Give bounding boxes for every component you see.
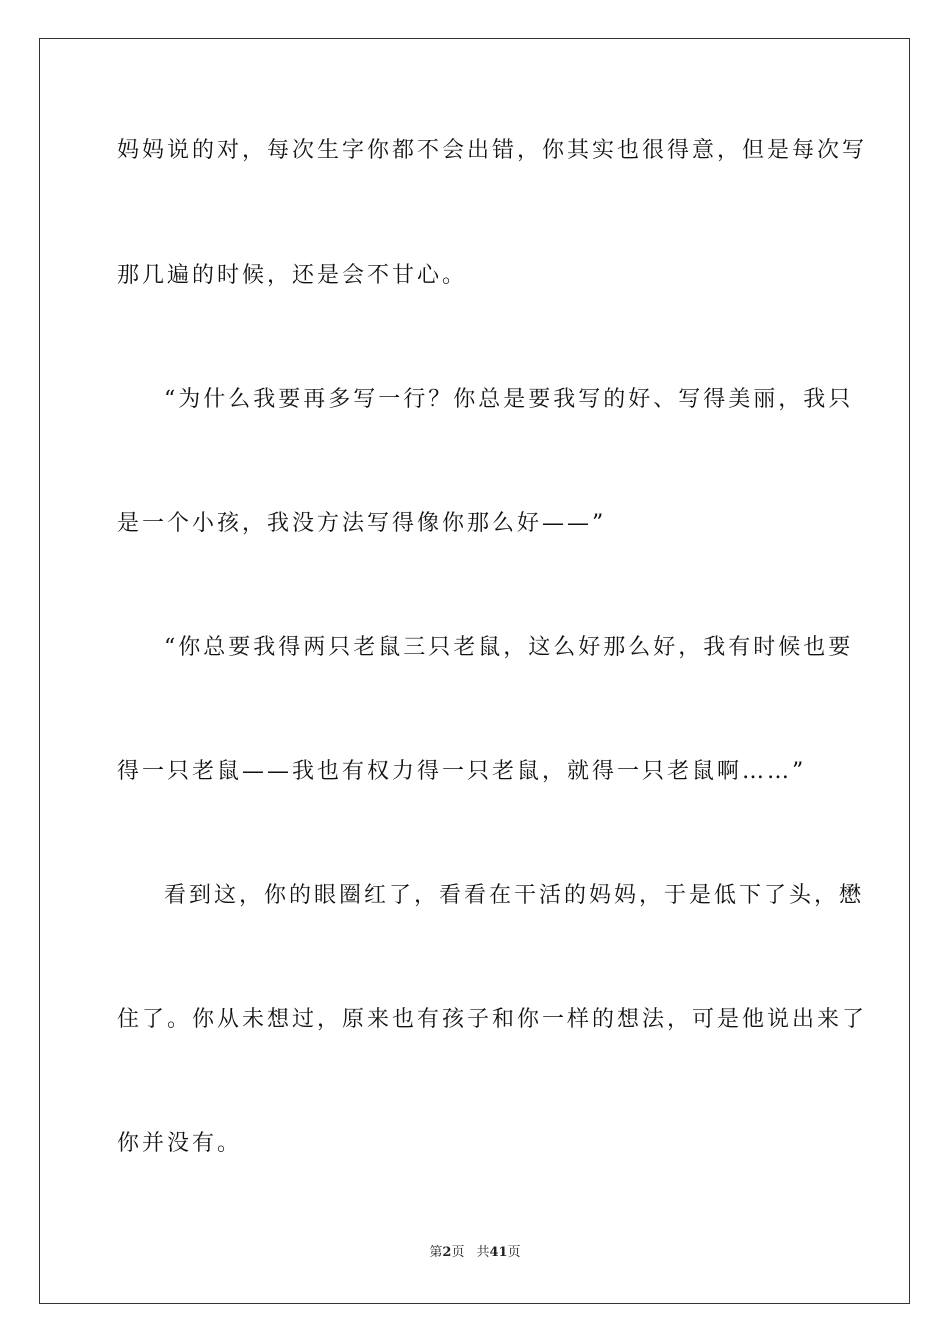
body-line-5: “你总要我得两只老鼠三只老鼠，这么好那么好，我有时候也要: [164, 635, 854, 660]
page-suffix: 页: [451, 1245, 465, 1260]
body-line-2: 那几遍的时候，还是会不甘心。: [117, 263, 468, 288]
body-line-3: “为什么我要再多写一行？你总是要我写的好、写得美丽，我只: [164, 387, 854, 412]
page-number: 2: [442, 1245, 452, 1260]
body-line-4: 是一个小孩，我没方法写得像你那么好——”: [117, 511, 607, 536]
page-footer: [0, 1244, 950, 1262]
total-prefix: 共: [476, 1245, 490, 1260]
body-line-9: 你并没有。: [117, 1131, 243, 1156]
body-line-1: 妈妈说的对，每次生字你都不会出错，你其实也很得意，但是每次写: [117, 138, 868, 163]
page-frame: [39, 38, 910, 1304]
total-pages: 41: [489, 1245, 508, 1260]
page-prefix: 第: [429, 1245, 443, 1260]
body-line-6: 得一只老鼠——我也有权力得一只老鼠，就得一只老鼠啊……”: [117, 759, 807, 784]
body-line-8: 住了。你从未想过，原来也有孩子和你一样的想法，可是他说出来了: [117, 1007, 868, 1032]
body-line-7: 看到这，你的眼圈红了，看看在干活的妈妈，于是低下了头，懋: [164, 883, 865, 908]
total-suffix: 页: [507, 1245, 521, 1260]
